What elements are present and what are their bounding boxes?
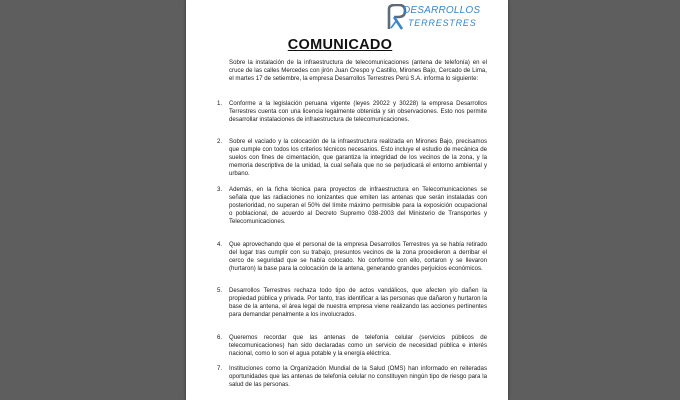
list-item-number: 5. bbox=[217, 287, 223, 294]
list-item-text: Desarrollos Terrestres rechaza todo tipo de actos vandálicos, que afecten y/o dañen la propiedad pública y privada. Por tanto, tras identificar a las personas que dañaron y hurtaron la base de la antena, el área legal de nuestra empresa viene realizando las acciones pertinentes para demandar penalmente a los involucrados. bbox=[229, 287, 487, 318]
logo-text-line2: TERRESTRES bbox=[408, 18, 477, 28]
list-item-number: 2. bbox=[217, 138, 223, 145]
company-logo bbox=[386, 4, 506, 30]
list-item-text: Que aprovechando que el personal de la empresa Desarrollos Terrestres ya se había retirado del lugar tras cumplir con su trabajo, presuntos vecinos de la zona procedieron a derribar el cerco de seguridad que se había colocado. No conforme con ello, cortaron y se llevaron (hurtaron) la base para la colocación de la antena, generando grandes perjuicios económicos. bbox=[229, 241, 487, 272]
logo-text-line1: DESARROLLOS bbox=[403, 5, 481, 16]
list-item-number: 1. bbox=[217, 100, 223, 107]
list-item-number: 7. bbox=[217, 365, 223, 372]
list-item-text: Instituciones como la Organización Mundial de la Salud (OMS) han informado en reiteradas oportunidades que las antenas de telefonía celular no constituyen ningún tipo de riesgo para la salud de las personas. bbox=[229, 365, 487, 388]
list-item-number: 4. bbox=[217, 241, 223, 248]
list-item-number: 3. bbox=[217, 186, 223, 193]
intro-paragraph: Sobre la instalación de la infraestructura de telecomunicaciones (antena de telefonía) en el cruce de las calles Mercedes con jirón Juan Crespo y Castillo, Mirones Bajo, Cercado de Lima, el martes 17 de setiembre, la empresa Desarrollos Terrestres Perú S.A. informa lo siguiente: bbox=[229, 59, 487, 82]
list-item-text: Sobre el vaciado y la colocación de la infraestructura realizada en Mirones Bajo, precisamos que cumple con todos los criterios técnicos necesarios. Esto incluye el estudio de mecánica de suelos con fines de cimentación, que garantiza la integridad de los vecinos de la zona, y la memoria descriptiva de la unidad, la cual señala que no se perjudicará el entorno ambiental y urbano. bbox=[229, 138, 487, 177]
document-title: COMUNICADO bbox=[287, 37, 393, 53]
list-item-text: Queremos recordar que las antenas de telefonía celular (servicios públicos de telecomunicaciones) han sido declaradas como un servicio de necesidad pública e interés nacional, como lo son el agua potable y la energía eléctrica. bbox=[229, 334, 487, 357]
list-item-text: Conforme a la legislación peruana vigente (leyes 29022 y 30228) la empresa Desarrollos Terrestres cuenta con una licencia legalmente obtenida y sin observaciones. Esto nos permite desarrollar instalaciones de infraestructura de telecomunicaciones. bbox=[229, 100, 487, 123]
list-item-number: 6. bbox=[217, 334, 223, 341]
list-item-text: Además, en la ficha técnica para proyectos de infraestructura en Telecomunicaciones se señala que las radiaciones no ionizantes que emiten las antenas que serán instaladas con posterioridad, no superan el 50% del límite máximo permisible para la exposición ocupacional o poblacional, de acuerdo al Decreto Supremo 038-2003 del Ministerio de Transportes y Telecomunicaciones. bbox=[229, 186, 487, 225]
